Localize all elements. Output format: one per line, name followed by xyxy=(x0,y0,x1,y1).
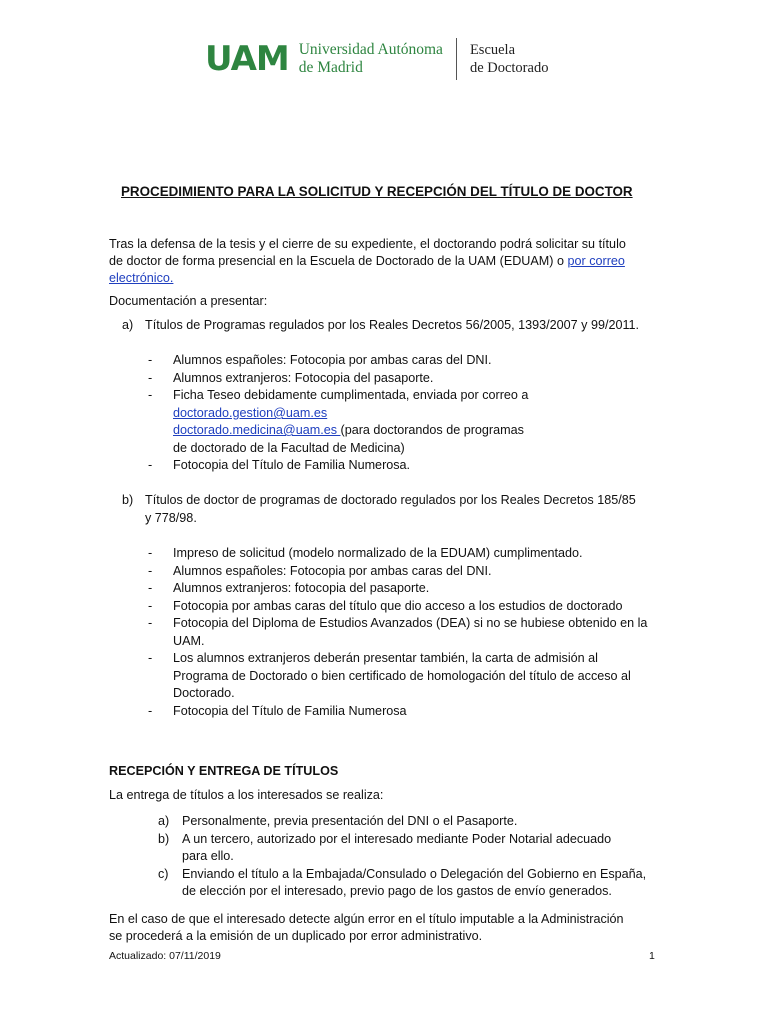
section-b-bullet-4: Fotocopia por ambas caras del título que dio acceso a los estudios de doctorado xyxy=(173,599,623,613)
bullet-dash: - xyxy=(148,458,153,472)
section-a-bullet-3: Ficha Teseo debidamente cumplimentada, enviada por correo a xyxy=(173,388,529,402)
intro-line-3 xyxy=(109,270,173,287)
intro-line-2-text: de doctor de forma presencial en la Escuela de Doctorado de la UAM (EDUAM) o xyxy=(109,254,568,268)
section-b-marker: b) xyxy=(122,493,134,507)
email-request-link[interactable]: por correo xyxy=(567,254,625,268)
reception-item-a: Personalmente, previa presentación del DNI o el Pasaporte. xyxy=(182,814,518,828)
logo-divider xyxy=(456,38,457,80)
section-b-bullet-6-cont: Programa de Doctorado o bien certificado de homologación del título de acceso al xyxy=(173,669,631,683)
section-b-bullet-5-cont: UAM. xyxy=(173,634,205,648)
closing-line-1: En el caso de que el interesado detecte algún error en el título imputable a la Administración xyxy=(109,912,624,926)
bullet-dash: - xyxy=(148,564,153,578)
medicina-note: (para doctorandos de programas xyxy=(340,423,524,437)
bullet-dash: - xyxy=(148,353,153,367)
section-a-bullet-2: Alumnos extranjeros: Fotocopia del pasaporte. xyxy=(173,371,434,385)
school-line-2: de Doctorado xyxy=(469,60,549,76)
email-medicina-line xyxy=(173,422,524,439)
email-request-link-cont[interactable]: electrónico. xyxy=(109,271,174,285)
footer-updated: Actualizado: 07/11/2019 xyxy=(109,950,221,962)
section-b-bullet-6: Los alumnos extranjeros deberán presentar también, la carta de admisión al xyxy=(173,651,598,665)
reception-b-marker: b) xyxy=(158,832,170,846)
bullet-dash: - xyxy=(148,651,153,665)
section-b-bullet-5: Fotocopia del Diploma de Estudios Avanzados (DEA) si no se hubiese obtenido en la xyxy=(173,616,648,630)
reception-c-marker: c) xyxy=(158,867,169,881)
bullet-dash: - xyxy=(148,581,153,595)
section-b-line-2: y 778/98. xyxy=(145,511,197,525)
section-a-bullet-1: Alumnos españoles: Fotocopia por ambas caras del DNI. xyxy=(173,353,492,367)
bullet-dash: - xyxy=(148,546,153,560)
section-b-bullet-3: Alumnos extranjeros: fotocopia del pasaporte. xyxy=(173,581,430,595)
section-b-bullet-1: Impreso de solicitud (modelo normalizado de la EDUAM) cumplimentado. xyxy=(173,546,583,560)
section-a-bullet-4: Fotocopia del Título de Familia Numerosa. xyxy=(173,458,411,472)
section-b-bullet-7: Fotocopia del Título de Familia Numerosa xyxy=(173,704,407,718)
document-title: PROCEDIMIENTO PARA LA SOLICITUD Y RECEPCIÓN DEL TÍTULO DE DOCTOR xyxy=(121,184,633,199)
section-b-line-1: Títulos de doctor de programas de doctorado regulados por los Reales Decretos 185/85 xyxy=(145,493,636,507)
closing-line-2: se procederá a la emisión de un duplicado por error administrativo. xyxy=(109,929,483,943)
bullet-dash: - xyxy=(148,371,153,385)
page-number: 1 xyxy=(649,950,655,962)
reception-intro: La entrega de títulos a los interesados se realiza: xyxy=(109,788,384,802)
reception-item-c: Enviando el título a la Embajada/Consulado o Delegación del Gobierno en España, xyxy=(182,867,647,881)
bullet-dash: - xyxy=(148,388,153,402)
email-medicina-link[interactable]: doctorado.medicina@uam.es xyxy=(173,423,341,437)
bullet-dash: - xyxy=(148,599,153,613)
email-gestion-link[interactable]: doctorado.gestion@uam.es xyxy=(173,406,328,420)
university-line-2: de Madrid xyxy=(298,59,363,76)
bullet-dash: - xyxy=(148,704,153,718)
university-line-1: Universidad Autónoma xyxy=(298,41,443,58)
section-b-bullet-2: Alumnos españoles: Fotocopia por ambas caras del DNI. xyxy=(173,564,492,578)
reception-item-b-cont: para ello. xyxy=(182,849,234,863)
school-name xyxy=(470,41,549,77)
logo-mark: UAM xyxy=(205,39,289,79)
intro-line-2 xyxy=(109,253,625,270)
school-line-1: Escuela xyxy=(469,42,516,58)
reception-item-c-cont: de elección por el interesado, previo pago de los gastos de envío generados. xyxy=(182,884,612,898)
email-gestion-line xyxy=(173,405,327,422)
documentation-label: Documentación a presentar: xyxy=(109,294,268,308)
intro-line-1: Tras la defensa de la tesis y el cierre de su expediente, el doctorando podrá solicitar su título xyxy=(109,237,626,251)
medicina-note-cont: de doctorado de la Facultad de Medicina) xyxy=(173,441,405,455)
section-a-text: Títulos de Programas regulados por los Reales Decretos 56/2005, 1393/2007 y 99/2011. xyxy=(145,318,640,332)
university-name xyxy=(299,41,443,77)
reception-a-marker: a) xyxy=(158,814,170,828)
section-a-marker: a) xyxy=(122,318,134,332)
uam-logo xyxy=(205,36,548,82)
section-b-bullet-6-cont2: Doctorado. xyxy=(173,686,235,700)
bullet-dash: - xyxy=(148,616,153,630)
reception-item-b: A un tercero, autorizado por el interesado mediante Poder Notarial adecuado xyxy=(182,832,612,846)
reception-heading: RECEPCIÓN Y ENTREGA DE TÍTULOS xyxy=(109,764,339,778)
